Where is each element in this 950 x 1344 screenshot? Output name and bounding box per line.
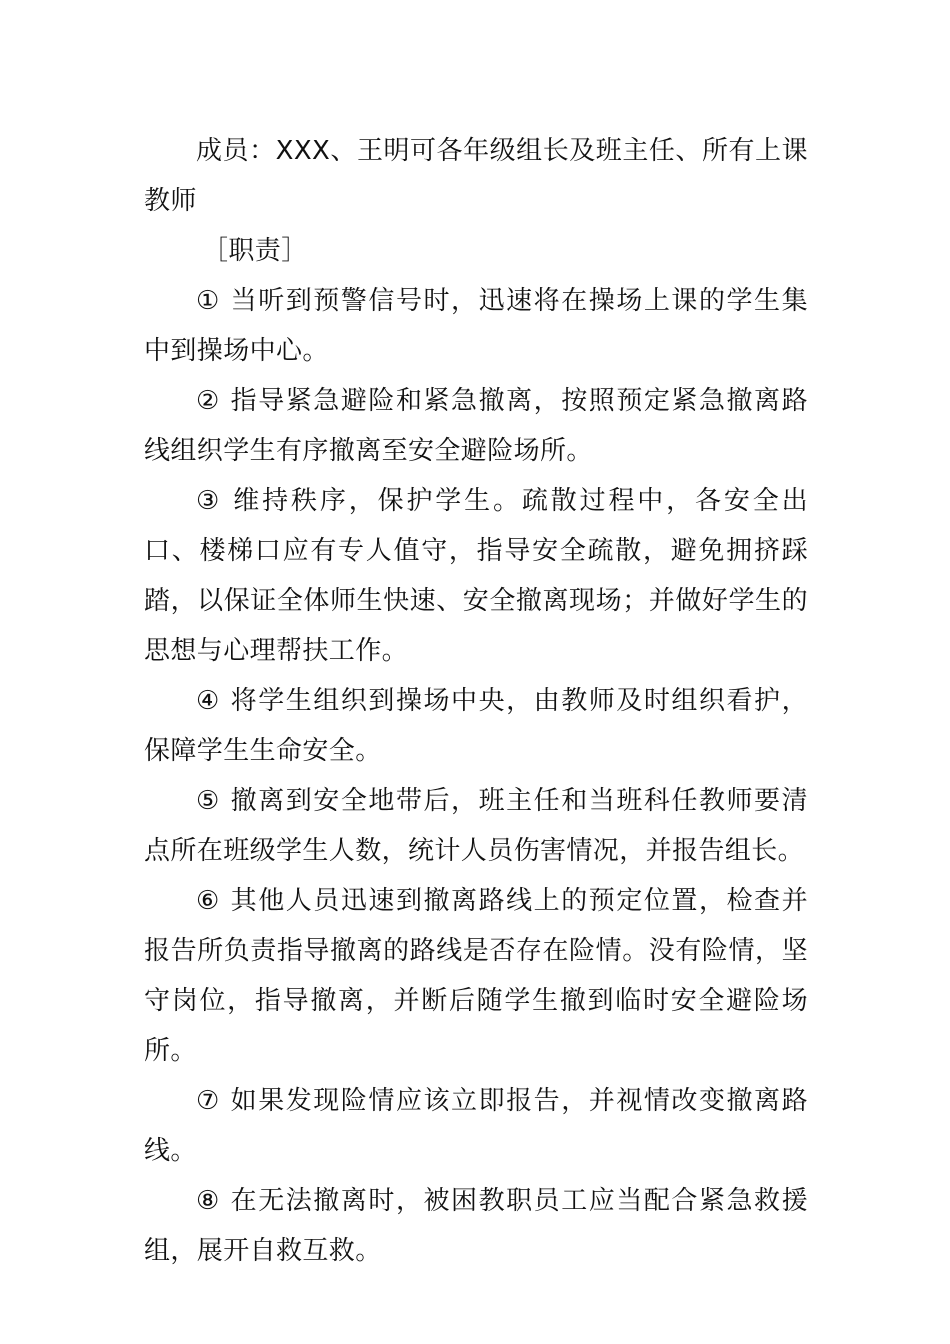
duties-heading: ［职责］ — [202, 236, 308, 266]
duty-item-7: ⑦ 如果发现险情应该立即报告，并视情改变撤离路线。 — [144, 1086, 808, 1166]
duty-item-1: ① 当听到预警信号时，迅速将在操场上课的学生集中到操场中心。 — [144, 286, 808, 366]
duty-item-4: ④ 将学生组织到操场中央，由教师及时组织看护，保障学生生命安全。 — [144, 686, 808, 766]
duty-item-8: ⑧ 在无法撤离时，被困教职员工应当配合紧急救援组，展开自救互救。 — [144, 1186, 808, 1266]
duty-item-3: ③ 维持秩序，保护学生。疏散过程中，各安全出口、楼梯口应有专人值守，指导安全疏散，避免拥挤踩踏，以保证全体师生快速、安全撤离现场；并做好学生的思想与心理帮扶工作。 — [144, 486, 808, 666]
duty-item-5: ⑤ 撤离到安全地带后，班主任和当班科任教师要清点所在班级学生人数，统计人员伤害情况，并报告组长。 — [144, 786, 808, 866]
duty-item-6: ⑥ 其他人员迅速到撤离路线上的预定位置，检查并报告所负责指导撤离的路线是否存在险情。没有险情，坚守岗位，指导撤离，并断后随学生撤到临时安全避险场所。 — [144, 886, 808, 1066]
document-body — [144, 126, 808, 1276]
members-line: 成员：XXX、王明可各年级组长及班主任、所有上课教师 — [144, 136, 808, 216]
duty-item-2: ② 指导紧急避险和紧急撤离，按照预定紧急撤离路线组织学生有序撤离至安全避险场所。 — [144, 386, 808, 466]
